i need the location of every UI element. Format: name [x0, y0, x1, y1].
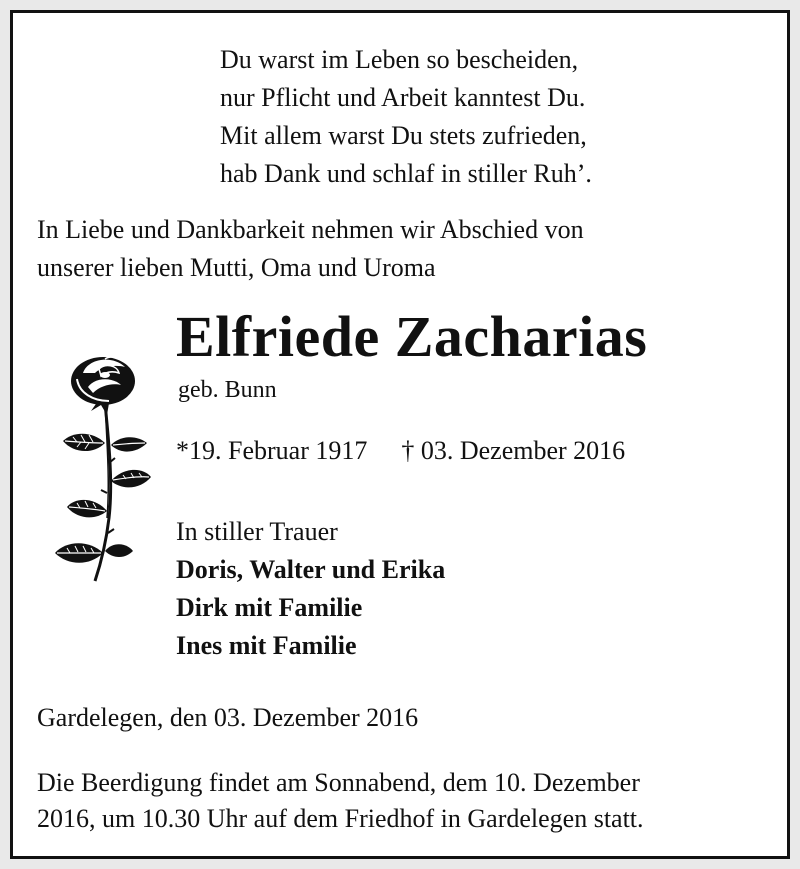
deceased-name: Elfriede Zacharias	[176, 304, 648, 369]
mourners-heading: In stiller Trauer	[176, 517, 338, 546]
poem-line: Mit allem warst Du stets zufrieden,	[220, 121, 587, 150]
poem-line: hab Dank und schlaf in stiller Ruh’.	[220, 159, 592, 188]
funeral-line: 2016, um 10.30 Uhr auf dem Friedhof in Gardelegen statt.	[37, 804, 644, 833]
funeral-info	[37, 765, 644, 837]
death-date: † 03. Dezember 2016	[401, 436, 626, 465]
obituary-notice	[10, 10, 790, 859]
mourner-entry: Dirk mit Familie	[176, 593, 363, 622]
life-dates	[176, 436, 625, 466]
intro-line: In Liebe und Dankbarkeit nehmen wir Abschied von	[37, 215, 584, 244]
poem-line: Du warst im Leben so bescheiden,	[220, 45, 579, 74]
farewell-intro	[37, 211, 584, 287]
mourners	[176, 513, 445, 665]
mourner-entry: Doris, Walter und Erika	[176, 555, 446, 584]
place-and-date: Gardelegen, den 03. Dezember 2016	[37, 703, 419, 732]
poem	[220, 41, 592, 193]
birth-name: geb. Bunn	[178, 377, 277, 403]
rose-icon	[43, 343, 153, 583]
birth-date: *19. Februar 1917	[176, 436, 368, 465]
poem-line: nur Pflicht und Arbeit kanntest Du.	[220, 83, 586, 112]
funeral-line: Die Beerdigung findet am Sonnabend, dem 10. Dezember	[37, 768, 640, 797]
mourner-entry: Ines mit Familie	[176, 631, 357, 660]
intro-line: unserer lieben Mutti, Oma und Uroma	[37, 253, 436, 282]
